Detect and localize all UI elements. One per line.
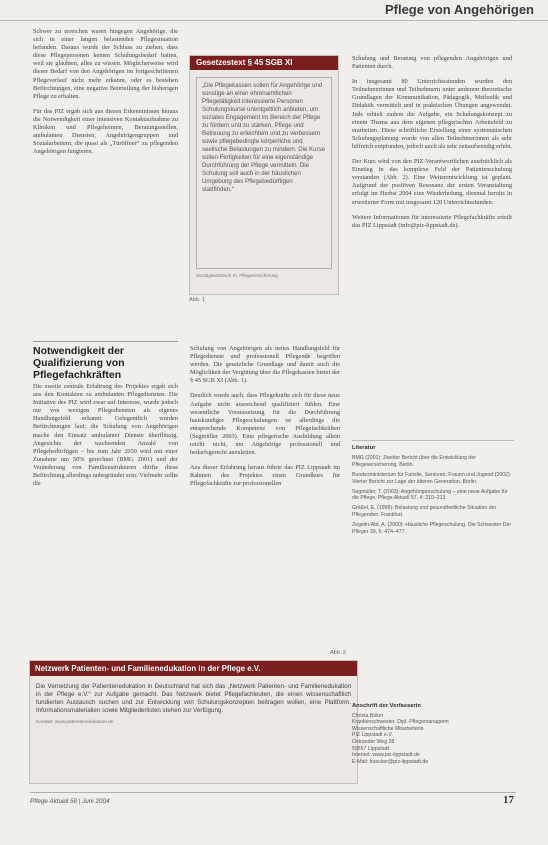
section-heading: Notwendigkeit der Qualifizierung von Pflegefachkräften	[33, 345, 125, 381]
figure-caption-2: Abb. 2	[330, 650, 346, 656]
literature-entry: Segmüller, T. (2003): Angehörigenschulung – eine neue Aufgabe für die Pflege. Pflege Aktuell 57, 4: 210–213.	[352, 488, 508, 502]
author-line[interactable]: Internet: www.piz-lippstadt.de	[352, 752, 420, 759]
section-title: Pflege von Angehörigen	[384, 2, 534, 17]
literature-heading: Literatur	[352, 445, 376, 451]
footer-journal: Pflege Aktuell 58 | Juni 2004	[30, 798, 110, 805]
paragraph: Schulung von Angehörigen als neues Handlungsfeld für Pflegedienste und professionell Pflegende begriffen werden. Die gesetzliche Grundlage und damit auch die Möglichkeit der Vergütung über die Pflegekassen bietet der § 45 SGB XI (Abb. 1).	[190, 345, 340, 385]
heading-rule	[33, 341, 178, 342]
author-line: Ostrander Weg 28	[352, 738, 395, 745]
page-number: 17	[503, 794, 514, 806]
column-3	[352, 55, 512, 237]
law-box-title: Gesetzestext § 45 SGB XI	[190, 56, 338, 70]
footer-rule	[30, 792, 516, 793]
author-line: Christa Büker	[352, 712, 384, 719]
network-box-title: Netzwerk Patienten- und Familienedukation in der Pflege e.V.	[30, 661, 357, 676]
literature-list	[352, 445, 514, 539]
paragraph: Weitere Informationen für interessierte Pflegefachkräfte erteilt das PIZ Lippstadt (info@piz-lippstadt.de).	[352, 213, 512, 229]
paragraph: Aus dieser Erfahrung heraus führte das PIZ Lippstadt im Rahmen des Projektes einen Grundkurs für Pflegefachkräfte zur professionellen	[190, 464, 340, 488]
column-1-top	[33, 28, 178, 163]
network-box-link[interactable]: Kontakt: www.patientenedukation.de	[36, 720, 114, 725]
author-line: Krankenschwester, Dipl.-Pflegemanagerin	[352, 719, 449, 726]
law-source: Sozialgesetzbuch XI, Pflegeversicherung	[196, 273, 278, 278]
literature-rule	[352, 440, 514, 441]
paragraph: In insgesamt 80 Unterrichtsstunden wurden den Teilnehmerinnen und Teilnehmern unter anderem theoretische Grundlagen der Kommunikation, Pädagogik, Methodik und Didaktik vermittelt und in praktischen Übungen angewendet. Jede erhielt zudem die Aufgabe, ein Schulungskonzept zu einem Thema aus dem eigenen pflegerischen Arbeitsfeld zu erarbeiten. Diese schriftliche Erstellung einer systematischen Schulungsplanung wurde von allen Teilnehmerinnen als sehr hilfreich empfunden, jedoch auch als sehr zeitaufwendig erlebt.	[352, 78, 512, 150]
author-heading: Anschrift der Verfasserin	[352, 703, 421, 709]
law-text-box	[189, 55, 339, 295]
paragraph: Schulung und Beratung von pflegenden Angehörigen und Patienten durch.	[352, 55, 512, 71]
figure-caption-1: Abb. 1	[189, 297, 205, 303]
network-info-box	[29, 660, 358, 784]
author-line: Wissenschaftliche Mitarbeiterin	[352, 725, 424, 732]
literature-entry: Gräßel, E. (1998): Belastung und gesundheitliche Situation der Pflegenden. Frankfurt.	[352, 505, 497, 519]
author-line: PIZ Lippstadt e.V.	[352, 732, 393, 739]
paragraph: Schwer zu erreichen waren hingegen Angehörige, die sich in einer langen belastenden Pflegesituation befanden. Daraus wurde der Schluss zu ziehen, dass diese Pflegepersonen keinen Schulungsbedarf hatten, weil sie glaubten, alles zu wissen. Möglicherweise wird dieser Bedarf von den Angehörigen im fortgeschrittenen Pflegeverlauf nicht mehr erkannt, oder es bestehen Befürchtungen, eine negative Beurteilung der bisherigen Pflege zu erhalten.	[33, 28, 178, 100]
paragraph: Deutlich wurde auch, dass Pflegekräfte sich für diese neue Aufgabe nicht ausreichend qualifiziert fühlen. Eine wesentliche Voraussetzung für die Durchführung hauskundiger Pflegeschulungen ist allerdings die entsprechende Kompetenz von Pflegefachkräften (Segmüller 2003). Eine pflegerische Ausbildung allein reicht nicht, um Angehörige professionell und bedarfsgerecht anzuleiten.	[190, 392, 340, 457]
paragraph: Der Kurs wird von den PIZ-Verantwortlichen ausdrücklich als Einstieg in das komplexe Feld der Patientenschulung verstanden (Abb. 2). Eine Weiterentwicklung ist geplant. Aufgrund der positiven Resonanz der ersten Veranstaltung erfolgt im Herbst 2004 eine Wiederholung, diesmal bereits in erweiterter Form mit insgesamt 120 Unterrichtsstunden.	[352, 158, 512, 206]
column-1-bottom	[33, 383, 178, 495]
column-2	[190, 345, 340, 496]
header-bar	[0, 0, 548, 21]
literature-entry: Bundesministerium für Familie, Senioren, Frauen und Jugend (2002): Vierter Bericht zur Lage der älteren Generation. Berlin.	[352, 471, 512, 485]
author-line[interactable]: E-Mail: buecker@piz-lippstadt.de	[352, 758, 429, 765]
network-box-body: Die Vernetzung der Patientenedukation in Deutschland hat sich das „Netzwerk Patienten- und Familienedukation in der Pflege e.V.“ zur Aufgabe gemacht. Das Netzwerk bietet Pflegefachleuten, die einen wissenschaftlich fundierten Austausch suchen und zur Entwicklung von Schulungskonzepten beitragen wollen, eine Plattform. Informationsmaterialien sowie Mitgliederlisten stehen zur Verfügung.	[36, 683, 351, 714]
paragraph: Für das PIZ ergab sich aus diesen Erkenntnissen heraus die Notwendigkeit einer intensiven Kontaktaufnahme zu Kliniken und Pflegeheimen, Beratungsstellen, ambulanten Diensten, Angehörigengruppen und Sozialarbeitern, die quasi als „Türöffner“ zu pflegenden Angehörigen fungieren.	[33, 107, 178, 156]
author-address	[352, 703, 514, 765]
literature-entry: Zegelin-Abt, A. (2000): Häusliche Pflegeschulung. Die Schwester Der Pfleger 39, 6: 474–477.	[352, 522, 512, 536]
law-quote: „Die Pflegekassen sollen für Angehörige und sonstige an einer ehrenamtlichen Pflegetätigkeit interessierte Personen Schulungskurse unentgeltlich anbieten, um soziales Engagement im Bereich der Pflege zu fördern und zu stärken, Pflege und Betreuung zu erleichtern und zu verbessern sowie pflegebedingte körperliche und seelische Belastungen zu mindern. Die Kurse sollen Fertigkeiten für eine eigenständige Durchführung der Pflege vermitteln. Die Schulung soll auch in der häuslichen Umgebung des Pflegebedürftigen stattfinden.“	[196, 77, 332, 269]
literature-entry: BMG (2001): Zweiter Bericht über die Entwicklung der Pflegeversicherung. Berlin.	[352, 454, 476, 468]
author-line: 59557 Lippstadt	[352, 745, 389, 752]
paragraph: Die zweite zentrale Erfahrung des Projektes ergab sich aus den Kontakten zu ambulanten Pflegediensten. Die Initiative des PIZ wird zwar auf Interesse, wurde jedoch nur von wenigen Pflegediensten als eigenes Handlungsfeld erkannt. Gelegentlich wurden Befürchtungen laut, die Schulung von Angehörigen mache den Einsatz ambulanter Dienste überflüssig. Angesichts der wachsenden Anzahl von Pflegebedürftigen – bis zum Jahr 2050 wird mit einer Zunahme um 50% gerechnet (BMG 2001) und der Veränderung von Familienstrukturen dürfte diese Befürchtung allerdings unbegründet sein. Vielmehr sollte die	[33, 383, 178, 488]
